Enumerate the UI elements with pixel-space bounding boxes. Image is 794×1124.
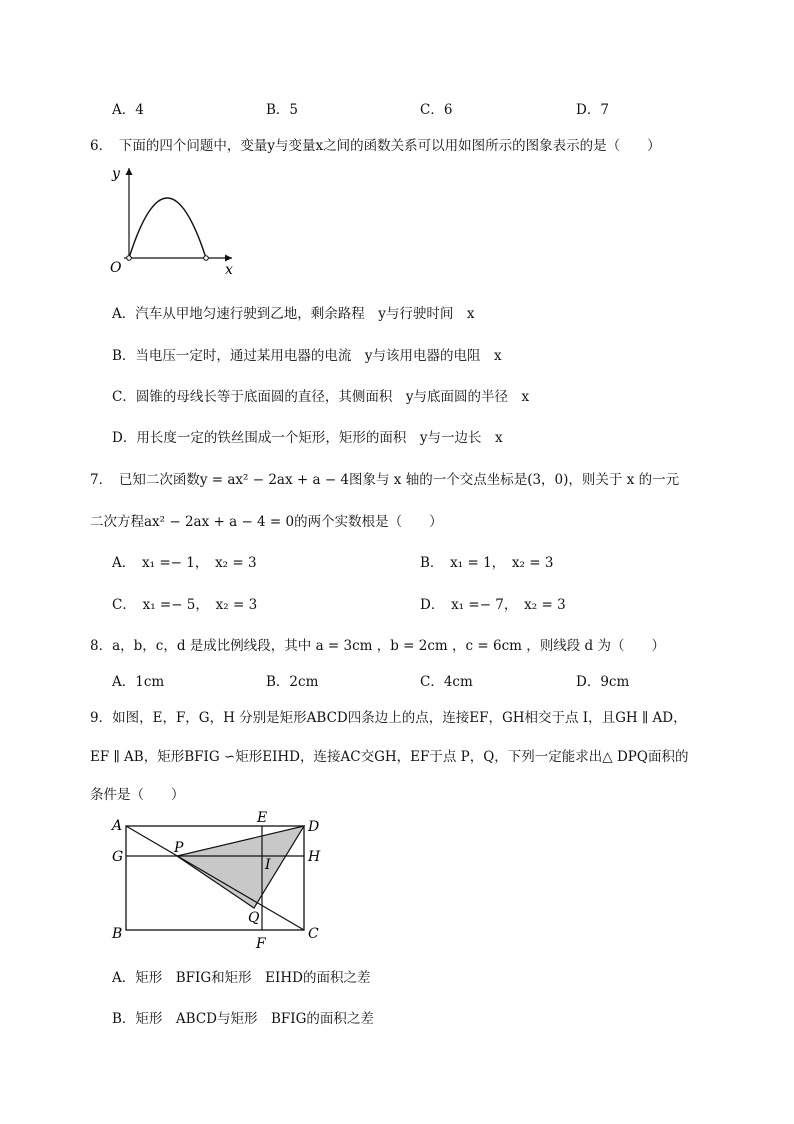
q9-label-g: G: [112, 849, 124, 865]
q9-label-q: Q: [248, 910, 260, 926]
q7-option-a: A． x₁ =− 1， x₂ = 3: [112, 555, 257, 571]
q6-option-c: C．圆锥的母线长等于底面圆的直径，其侧面积 y与底面圆的半径 x: [112, 389, 530, 405]
q7-option-b: B． x₁ = 1， x₂ = 3: [420, 555, 554, 571]
q9-label-p: P: [174, 840, 184, 856]
q6-option-a: A．汽车从甲地匀速行驶到乙地，剩余路程 y与行驶时间 x: [112, 306, 475, 322]
q5-option-c: C．6: [420, 102, 453, 118]
q9-label-e: E: [257, 810, 268, 826]
q6-option-d: D．用长度一定的铁丝围成一个矩形，矩形的面积 y与一边长 x: [112, 430, 503, 446]
q9-label-a: A: [112, 818, 123, 834]
q7-option-c: C． x₁ =− 5， x₂ = 3: [112, 597, 258, 613]
q7-option-d: D． x₁ =− 7， x₂ = 3: [420, 597, 566, 613]
q9-stem-line1: 9．如图，E，F，G，H 分别是矩形ABCD四条边上的点，连接EF，GH相交于点 I，且GH ∥ AD，: [90, 710, 687, 726]
q9-option-a: A．矩形 BFIG和矩形 EIHD的面积之差: [112, 970, 371, 986]
q9-label-b: B: [112, 926, 123, 942]
q9-label-d: D: [308, 819, 320, 835]
q6-x-label: x: [225, 262, 233, 278]
q6-stem: 6． 下面的四个问题中，变量y与变量x之间的函数关系可以用如图所示的图象表示的是（ ）: [90, 138, 661, 154]
q8-option-c: C．4cm: [420, 674, 473, 690]
q6-open-point-right: [204, 256, 209, 261]
q6-function-graph: [104, 160, 244, 280]
q9-rectangle-figure: [104, 808, 334, 953]
q8-option-a: A．1cm: [112, 674, 165, 690]
q6-y-label: y: [112, 166, 120, 182]
q7-stem-line1: 7． 已知二次函数y = ax² − 2ax + a − 4图象与 x 轴的一个交点坐标是(3，0)，则关于 x 的一元: [90, 472, 680, 488]
q6-parabola: [129, 198, 206, 258]
q9-label-h: H: [308, 849, 321, 865]
q9-label-c: C: [308, 926, 319, 942]
q7-stem-line2: 二次方程ax² − 2ax + a − 4 = 0的两个实数根是（ ）: [90, 514, 443, 530]
q5-option-d: D．7: [576, 102, 609, 118]
q9-label-f: F: [256, 936, 266, 952]
q9-stem-line3: 条件是（ ）: [90, 787, 185, 803]
q5-option-b: B．5: [266, 102, 299, 118]
q9-option-b: B．矩形 ABCD与矩形 BFIG的面积之差: [112, 1011, 374, 1027]
q8-option-d: D．9cm: [576, 674, 630, 690]
q8-stem: 8．a，b，c，d 是成比例线段，其中 a = 3cm ，b = 2cm ，c = 6cm ，则线段 d 为（ ）: [90, 638, 665, 654]
q8-option-b: B．2cm: [266, 674, 319, 690]
q9-label-i: I: [265, 857, 271, 873]
q6-option-b: B．当电压一定时，通过某用电器的电流 y与该用电器的电阻 x: [112, 348, 502, 364]
q9-stem-line2: EF ∥ AB，矩形BFIG ∽矩形EIHD，连接AC交GH，EF于点 P，Q，下列一定能求出△ DPQ面积的: [90, 749, 689, 765]
q5-option-a: A．4: [112, 102, 144, 118]
q6-open-point-origin: [127, 256, 132, 261]
q6-origin-label: O: [110, 260, 122, 276]
